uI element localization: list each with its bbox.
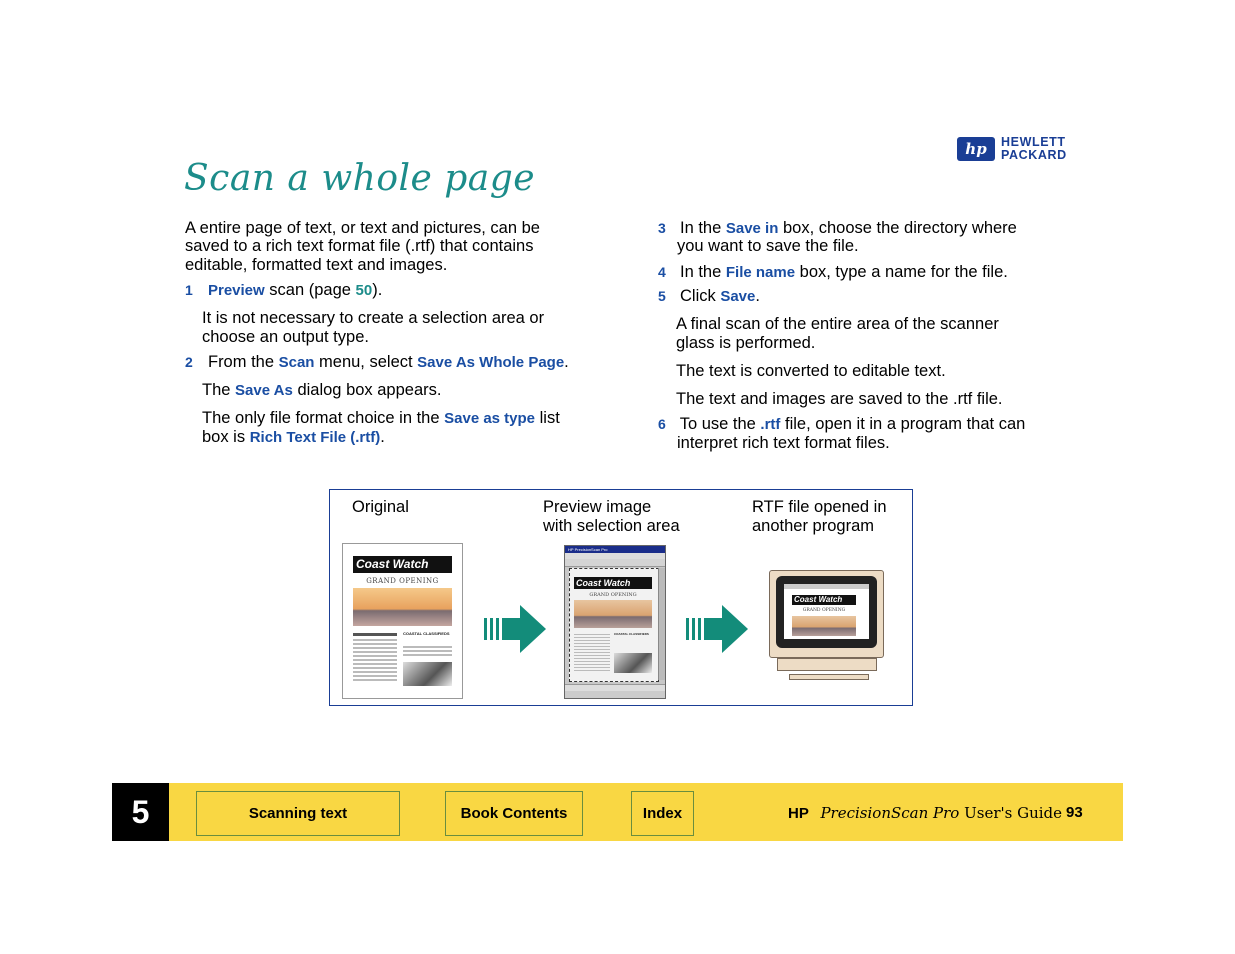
step-6-line-1: 6 To use the .rtf file, open it in a program that can: [658, 415, 1026, 433]
hp-logo-mark: hp: [957, 137, 995, 161]
preview-statusbar: [565, 684, 665, 691]
preview-window-titlebar: HP PrecisionScan Pro: [565, 546, 665, 553]
monitor-illustration: [769, 570, 884, 685]
step-4: 4 In the File name box, type a name for the file.: [658, 263, 1008, 281]
boat-photo: [403, 662, 452, 686]
preview-link[interactable]: Preview: [207, 282, 265, 299]
page-number: 93: [1066, 804, 1083, 821]
note-3-line-2: box is Rich Text File (.rtf).: [202, 428, 385, 446]
note-5c: The text and images are saved to the .rtf file.: [676, 390, 1003, 408]
note-5a-line-1: A final scan of the entire area of the scanner: [676, 315, 999, 333]
step-3-line-1: 3 In the Save in box, choose the directory where: [658, 219, 1017, 237]
grand-opening-headline: GRAND OPENING: [366, 577, 439, 585]
monitor-stand: [789, 674, 869, 680]
coast-watch-banner: Coast Watch: [353, 556, 452, 573]
rtf-document-view: Coast Watch GRAND OPENING: [784, 584, 869, 639]
note-5b: The text is converted to editable text.: [676, 362, 946, 380]
article-text: [353, 633, 397, 681]
guide-title: HP PrecisionScan Pro User's Guide: [788, 804, 1063, 822]
caption-rtf: RTF file opened in another program: [752, 498, 887, 535]
book-contents-button[interactable]: Book Contents: [445, 791, 583, 836]
index-button[interactable]: Index: [631, 791, 694, 836]
step-1: 1 Preview scan (page 50).: [185, 281, 383, 299]
intro-line-2: saved to a rich text format file (.rtf) that contains: [185, 237, 534, 255]
preview-window-thumbnail: [564, 545, 666, 699]
selection-area: Coast Watch GRAND OPENING COASTAL CLASSIFIEDS: [569, 568, 659, 682]
caption-original: Original: [352, 498, 409, 516]
arrow-right-icon: [484, 605, 546, 653]
sunset-photo: [353, 588, 452, 626]
hp-logo-text: HEWLETT PACKARD: [1001, 135, 1067, 162]
hp-logo: [957, 137, 1079, 163]
workflow-figure: [329, 489, 913, 706]
arrow-right-icon: [686, 605, 748, 653]
classifieds-heading: COASTAL CLASSIFIEDS: [403, 631, 450, 636]
step-2: 2 From the Scan menu, select Save As Whole Page.: [185, 353, 569, 371]
intro-line-3: editable, formatted text and images.: [185, 256, 448, 274]
note-1-line-2: choose an output type.: [202, 328, 369, 346]
step-6-line-2: interpret rich text format files.: [677, 434, 890, 452]
chapter-number: 5: [112, 783, 169, 841]
step-5: 5 Click Save.: [658, 287, 760, 305]
scanning-text-button[interactable]: Scanning text: [196, 791, 400, 836]
note-1-line-1: It is not necessary to create a selection area or: [202, 309, 545, 327]
page-title: Scan a whole page: [184, 158, 536, 199]
note-3-line-1: The only file format choice in the Save as type list: [202, 409, 560, 427]
intro-line-1: A entire page of text, or text and pictures, can be: [185, 219, 540, 237]
original-document-thumbnail: [342, 543, 463, 699]
step-3-line-2: you want to save the file.: [677, 237, 859, 255]
preview-window-toolbar: [565, 559, 665, 567]
caption-preview: Preview image with selection area: [543, 498, 680, 535]
note-5a-line-2: glass is performed.: [676, 334, 816, 352]
preview-scrollbar[interactable]: [658, 568, 665, 680]
note-2: The Save As dialog box appears.: [202, 381, 442, 399]
monitor-base: [777, 658, 877, 671]
page-50-link[interactable]: 50: [355, 282, 373, 299]
